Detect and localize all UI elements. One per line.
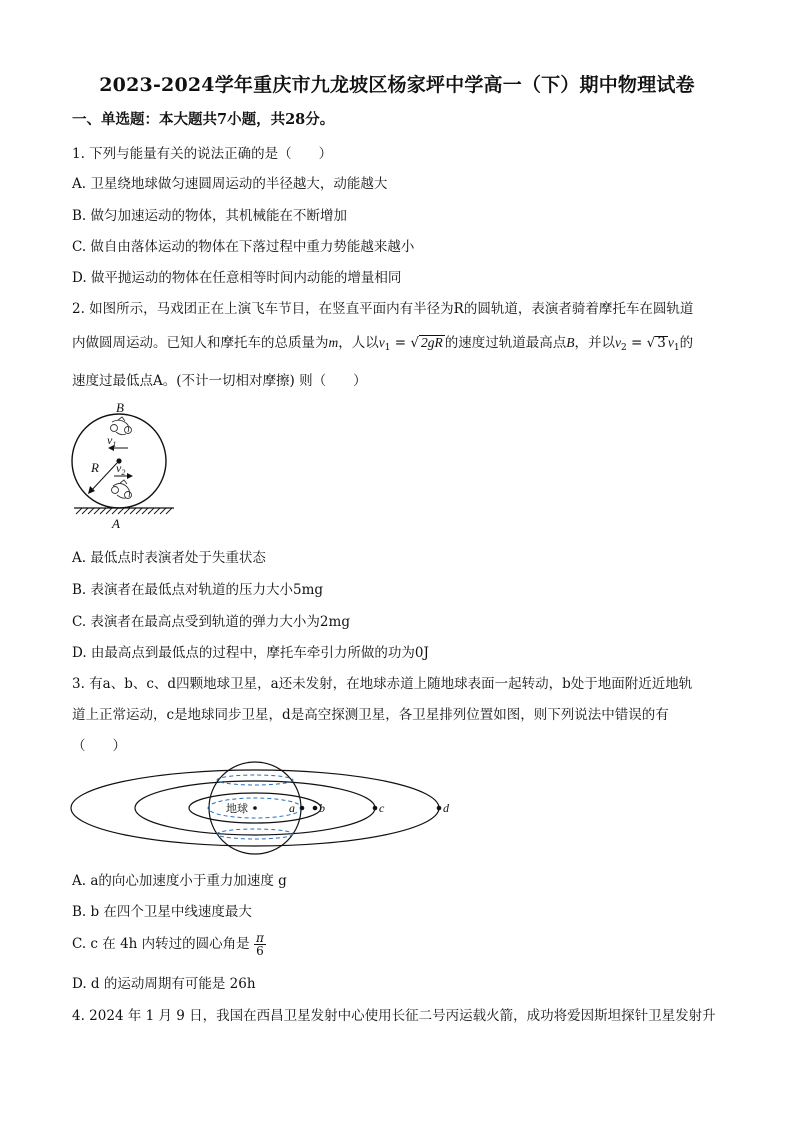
q4-line1: 4. 2024 年 1 月 9 日，我国在西昌卫星发射中心使用长征二号丙运载火箭，成功将爱因斯坦探针卫星发射升 (72, 1008, 716, 1024)
q1-option-a: A. 卫星绕地球做匀速圆周运动的半径越大，动能越大 (72, 176, 388, 192)
q3-line1: 3. 有a、b、c、d四颗地球卫星，a还未发射，在地球赤道上随地球表面一起转动，b处于地面附近近地轨 (72, 676, 693, 692)
fraction-pi-over-6: $\frac{\pi}{6}$ (255, 931, 264, 958)
label-a: a (289, 801, 295, 815)
q1-option-b: B. 做匀加速运动的物体，其机械能在不断增加 (72, 208, 348, 224)
q2-line3: 速度过最低点A。(不计一切相对摩擦) 则（ ） (72, 373, 367, 389)
q3-line2: 道上正常运动，c是地球同步卫星，d是高空探测卫星，各卫星排列位置如图，则下列说法中错误的有 (72, 707, 669, 723)
satellite-c-dot (373, 806, 378, 811)
earth-center-dot (253, 806, 257, 810)
label-c: c (379, 801, 385, 815)
label-v1: $v_1$ (107, 433, 117, 449)
q3-option-c: C. c 在 4h 内转过的圆心角是 $\frac{\pi}{6}$ (72, 931, 264, 958)
satellite-a-dot (300, 806, 305, 811)
q1-option-d: D. 做平抛运动的物体在任意相等时间内动能的增量相同 (72, 270, 402, 286)
satellite-orbits-figure (68, 758, 458, 862)
label-d: d (443, 801, 449, 815)
label-v2: $v_2$ (116, 461, 126, 477)
q3-line3: （ ） (72, 738, 126, 754)
q2-line1: 2. 如图所示，马戏团正在上演飞车节目，在竖直平面内有半径为R的圆轨道，表演者骑着摩托车在圆轨道 (72, 301, 694, 317)
label-R: R (91, 460, 99, 475)
motorcycle-top-icon (111, 417, 132, 435)
label-b: b (319, 801, 325, 815)
q3-option-b: B. b 在四个卫星中线速度最大 (72, 904, 252, 920)
q1-option-c: C. 做自由落体运动的物体在下落过程中重力势能越来越小 (72, 239, 415, 255)
q3-option-d: D. d 的运动周期有可能是 26h (72, 976, 256, 992)
q3-option-a: A. a的向心加速度小于重力加速度 g (72, 873, 287, 889)
label-B: B (116, 400, 124, 415)
sqrt-2gR: 2gR (421, 335, 443, 350)
label-A: A (112, 516, 120, 531)
q2-option-c: C. 表演者在最高点受到轨道的弹力大小为2mg (72, 614, 350, 630)
q2-option-b: B. 表演者在最低点对轨道的压力大小5mg (72, 582, 324, 598)
loop-track-figure (66, 398, 186, 533)
label-earth: 地球 (226, 803, 248, 815)
motorcycle-bottom-icon (112, 480, 132, 499)
q2-line2: 内做圆周运动。已知人和摩托车的总质量为m，人以$v_1$ = √ 2gR 的速度过轨道最高点B，并以$v_2$ = √ 3 $v_1$的 (72, 335, 694, 353)
latitude-top (217, 775, 293, 785)
satellite-d-dot (437, 806, 442, 811)
q2-option-d: D. 由最高点到最低点的过程中，摩托车牵引力所做的功为0J (72, 645, 429, 661)
ground-hatch (76, 508, 172, 514)
satellite-b-dot (313, 806, 318, 811)
q1-stem: 1. 下列与能量有关的说法正确的是（ ） (72, 146, 333, 162)
q2-option-a: A. 最低点时表演者处于失重状态 (72, 550, 266, 566)
page-title: 2023-2024学年重庆市九龙坡区杨家坪中学高一（下）期中物理试卷 (99, 74, 695, 96)
section-heading: 一、单选题：本大题共7小题，共28分。 (72, 111, 335, 128)
